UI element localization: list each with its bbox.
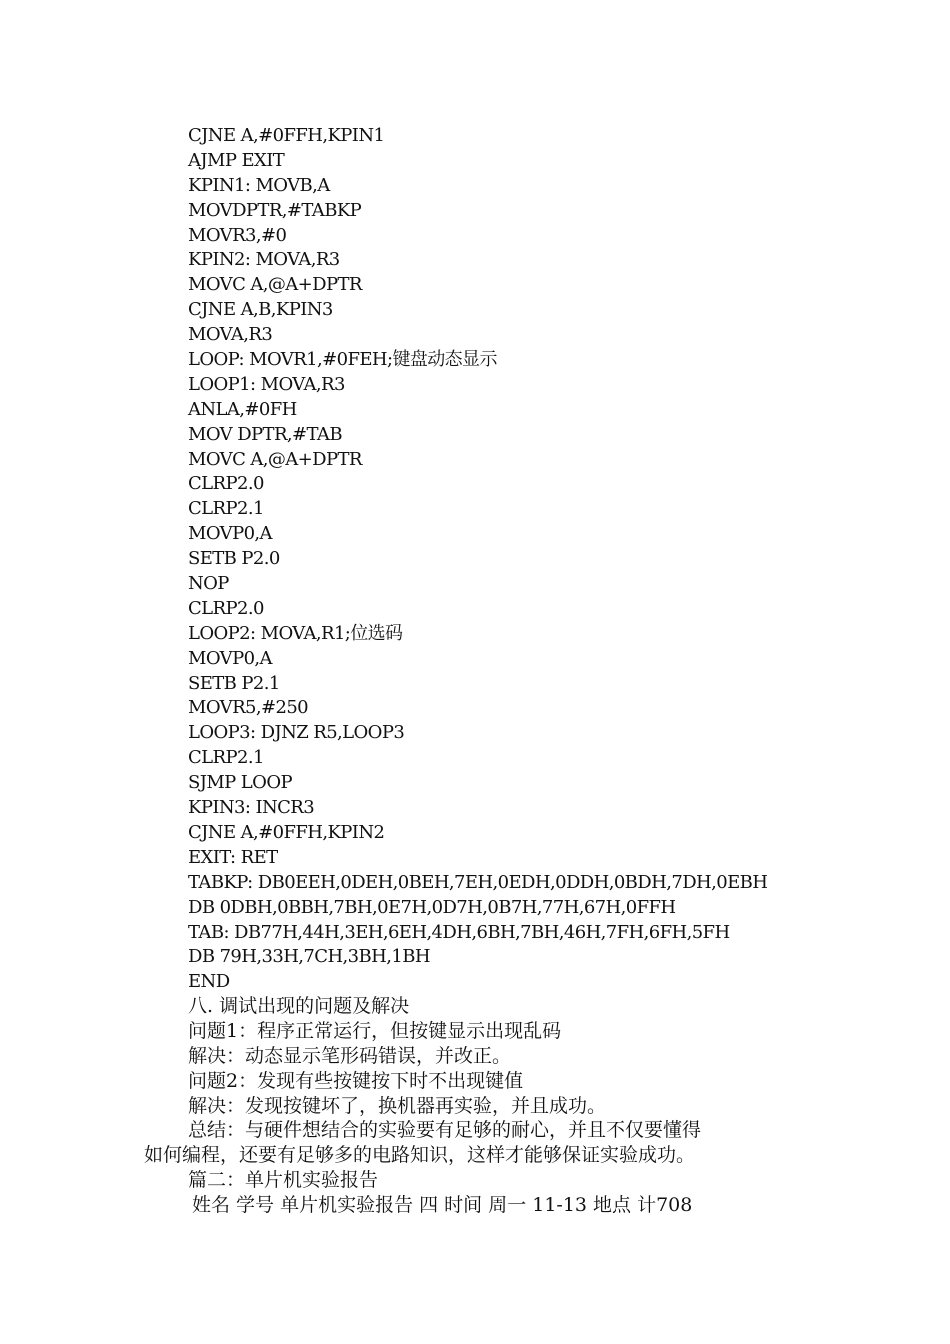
code-line: MOVP0,A <box>188 523 272 545</box>
code-line: TAB: DB77H,44H,3EH,6EH,4DH,6BH,7BH,46H,7FH,6FH,5FH <box>188 921 730 943</box>
summary-line-1: 总结：与硬件想结合的实验要有足够的耐心，并且不仅要懂得 <box>188 1119 702 1142</box>
code-line: MOVC A,@A+DPTR <box>188 448 362 470</box>
code-line: MOVA,R3 <box>188 324 273 346</box>
code-line: EXIT: RET <box>188 846 278 868</box>
code-line: DB 0DBH,0BBH,7BH,0E7H,0D7H,0B7H,77H,67H,0FFH <box>188 896 676 918</box>
summary-line-2: 如何编程，还要有足够多的电路知识，这样才能够保证实验成功。 <box>144 1144 696 1167</box>
problem-2: 问题2：发现有些按键按下时不出现键值 <box>188 1069 524 1092</box>
code-line: CJNE A,#0FFH,KPIN1 <box>188 125 385 146</box>
code-line: KPIN3: INCR3 <box>188 797 315 819</box>
code-line: MOVR3,#0 <box>188 224 287 246</box>
code-line: MOV DPTR,#TAB <box>188 423 342 445</box>
code-line: MOVR5,#250 <box>188 697 309 719</box>
code-line: KPIN2: MOVA,R3 <box>188 249 340 271</box>
code-line: ANLA,#0FH <box>188 398 297 420</box>
code-line: DB 79H,33H,7CH,3BH,1BH <box>188 946 430 968</box>
code-line: SETB P2.0 <box>188 548 280 570</box>
code-line: LOOP2: MOVA,R1;位选码 <box>188 622 403 644</box>
code-line: CJNE A,#0FFH,KPIN2 <box>188 821 385 843</box>
assembly-code-listing <box>188 124 888 995</box>
solution-1: 解决：动态显示笔形码错误，并改正。 <box>188 1044 512 1067</box>
code-line: MOVDPTR,#TABKP <box>188 199 362 221</box>
code-line: SETB P2.1 <box>188 672 280 694</box>
code-line: MOVP0,A <box>188 647 272 669</box>
code-line: CJNE A,B,KPIN3 <box>188 299 333 321</box>
part2-info-line: 姓名 学号 单片机实验报告 四 时间 周一 11-13 地点 计708 <box>192 1194 693 1217</box>
code-line: AJMP EXIT <box>188 149 285 171</box>
code-line: TABKP: DB0EEH,0DEH,0BEH,7EH,0EDH,0DDH,0BDH,7DH,0EBH <box>188 871 768 893</box>
solution-2: 解决：发现按键坏了，换机器再实验，并且成功。 <box>188 1094 607 1117</box>
code-line: SJMP LOOP <box>188 772 292 794</box>
code-line: KPIN1: MOVB,A <box>188 174 330 196</box>
code-line: CLRP2.0 <box>188 597 264 619</box>
problem-1: 问题1：程序正常运行，但按键显示出现乱码 <box>188 1019 562 1042</box>
code-line: LOOP3: DJNZ R5,LOOP3 <box>188 722 405 744</box>
section-heading: 八. 调试出现的问题及解决 <box>188 995 410 1017</box>
code-line: NOP <box>188 573 229 595</box>
code-line: END <box>188 971 230 993</box>
code-line: MOVC A,@A+DPTR <box>188 274 362 296</box>
code-line: LOOP1: MOVA,R3 <box>188 373 345 395</box>
code-line: CLRP2.1 <box>188 498 264 520</box>
part2-heading: 篇二：单片机实验报告 <box>188 1169 379 1192</box>
code-line: LOOP: MOVR1,#0FEH;键盘动态显示 <box>188 349 497 371</box>
code-line: CLRP2.0 <box>188 473 264 495</box>
code-line: CLRP2.1 <box>188 747 264 769</box>
debug-section <box>144 994 824 1218</box>
